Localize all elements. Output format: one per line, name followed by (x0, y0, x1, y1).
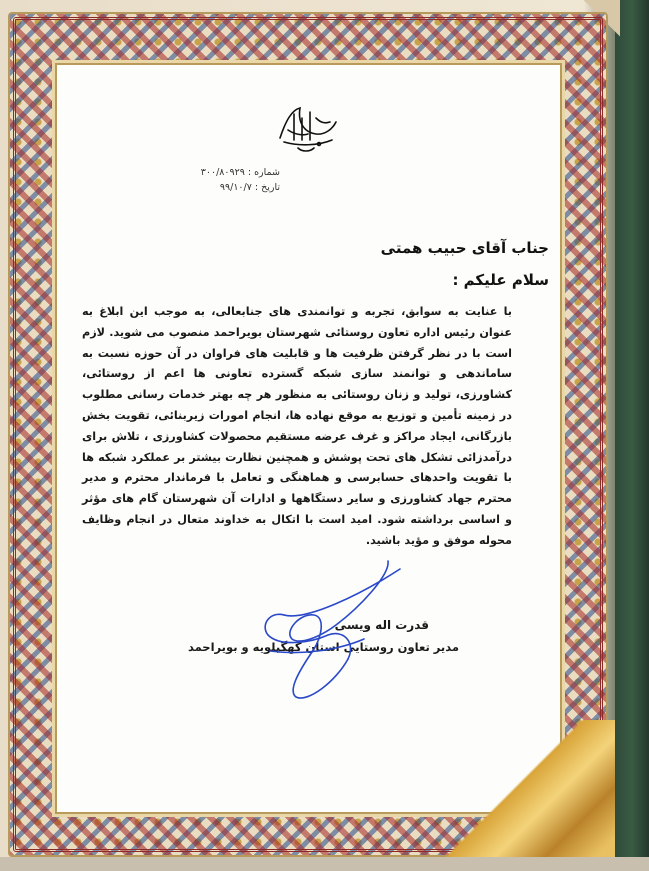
tughra-emblem-icon (272, 100, 342, 155)
letter-meta (140, 165, 280, 195)
book-cover-edge (615, 0, 649, 871)
page-bottom-edge (0, 857, 649, 871)
letter-body: با عنایت به سوابق، تجربه و توانمندی های جنابعالی، به موجب این ابلاغ به عنوان رئیس اداره تعاون روستائی شهرستان بویراحمد منصوب می شوید. لازم است با در نظر گرفتن ظرفیت ها و قابلیت های فراوان در آن حوزه نسبت به ساماندهی و توانمند سازی شبکه گسترده تعاونی ها اعم از روستائی، کشاورزی، تولید و زنان روستائی به منظور هر چه بهتر خدمات رسانی مطلوب در زمینه تأمین و توزیع به موقع نهاده ها، انجام امورات زیربنائی، تقویت بخش بازرگانی، ایجاد مراکز و غرف عرضه مستقیم محصولات کشاورزی ، تلاش برای درآمدزائی تشکل های تحت پوشش و همچنین نظارت بیشتر بر عملکرد شبکه ها با تقویت واحدهای حسابرسی و هماهنگی و تعامل با فرماندار محترم و مدیر محترم جهاد کشاورزی و سایر دستگاهها و ادارات آن شهرستان گام های مؤثر و اساسی برداشته شود. امید است با اتکال به خداوند متعال در انجام وظایف محوله موفق و مؤید باشید. (82, 305, 512, 547)
greeting-line: سلام علیکم : (452, 271, 549, 289)
letter-number-row (140, 165, 280, 180)
signer-name: قدرت اله ویسی (334, 618, 429, 632)
handwritten-signature-icon (240, 555, 410, 705)
salutation-block (381, 232, 549, 296)
letter-number-value: ۳۰۰/۸۰۹۲۹ (200, 167, 245, 178)
recipient-line: جناب آقای حبیب همتی (380, 239, 549, 257)
gilded-corner (430, 720, 615, 871)
signer-title: مدیر تعاون روستایی استان کهگیلویه و بویراحمد (187, 640, 459, 654)
letter-date-row (140, 180, 280, 195)
letter-number-label: شماره : (247, 167, 280, 178)
letter-date-label: تاریخ : (254, 182, 280, 193)
letter-date-value: ۹۹/۱۰/۷ (219, 182, 252, 193)
